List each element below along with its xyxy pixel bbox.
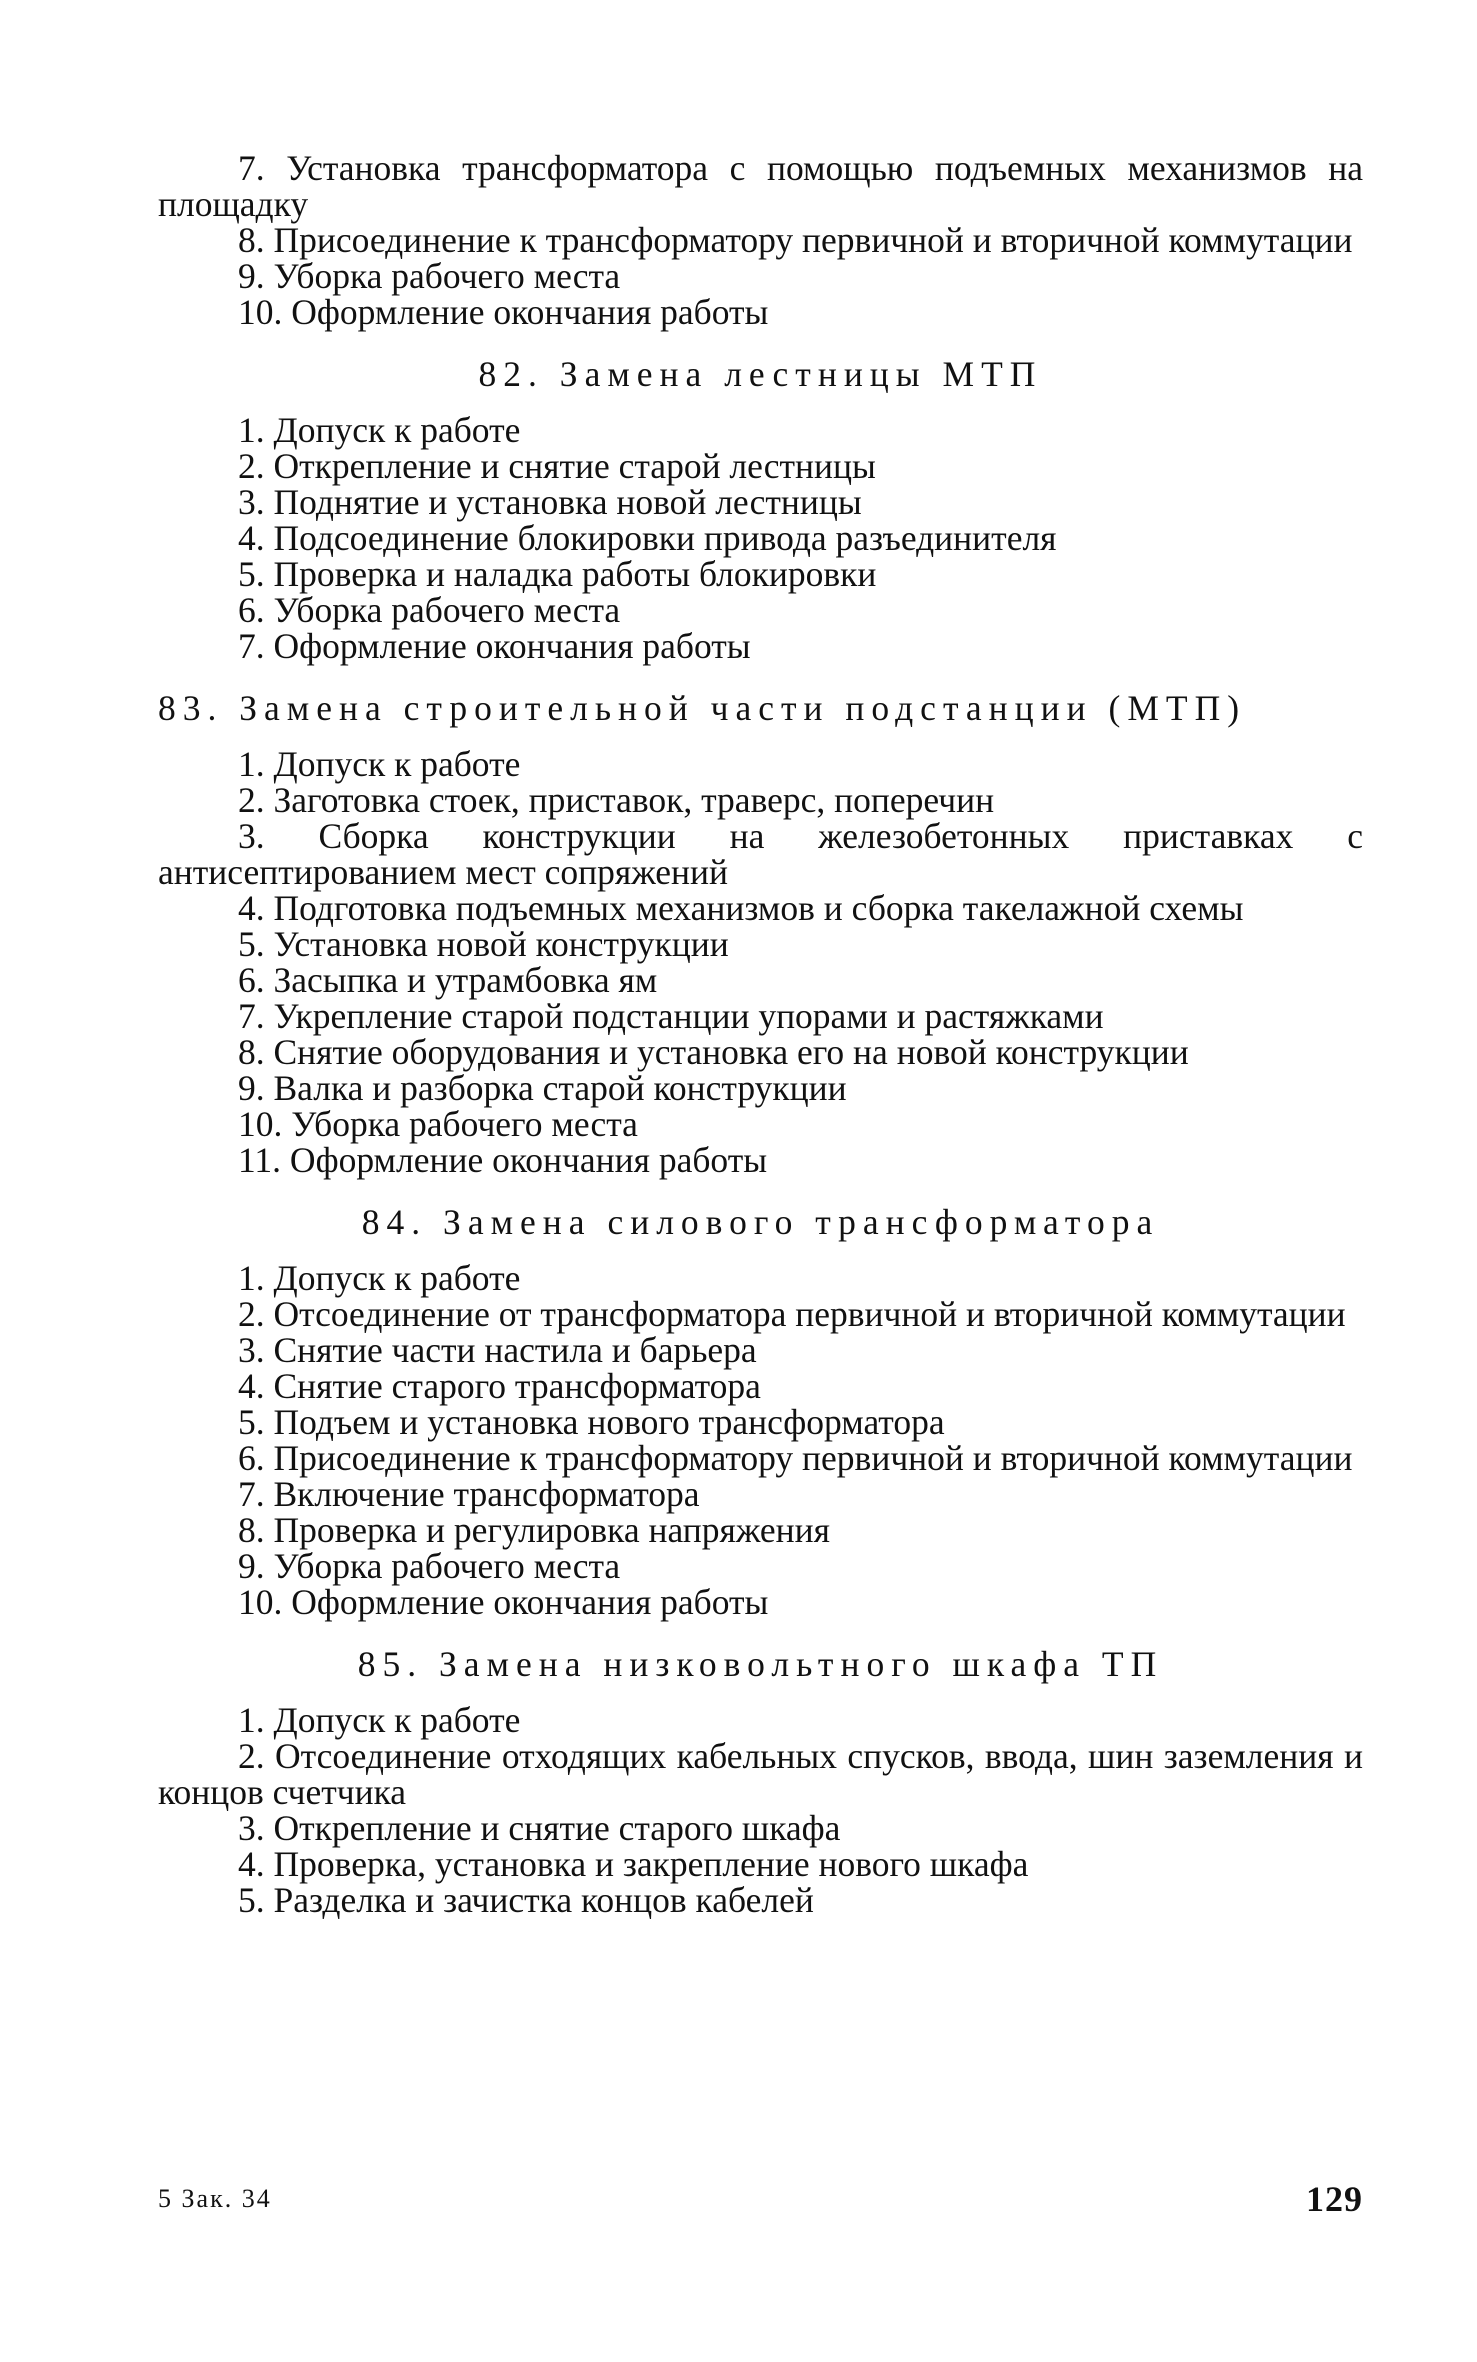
list-item: 1. Допуск к работе — [238, 744, 521, 784]
list-item: 2. Отсоединение отходящих кабельных спусков, ввода, шин заземления и концов счетчика — [158, 1736, 1363, 1812]
section-heading: 82. Замена лестницы МТП — [478, 354, 1043, 394]
list-item: 3. Поднятие и установка новой лестницы — [238, 482, 862, 522]
list-item: 4. Снятие старого трансформатора — [238, 1366, 761, 1406]
list-item: 11. Оформление окончания работы — [238, 1140, 768, 1180]
list-item: 10. Уборка рабочего места — [238, 1104, 638, 1144]
list-item: 6. Уборка рабочего места — [238, 590, 621, 630]
page-number: 129 — [1306, 2179, 1363, 2219]
page-footer — [158, 2178, 1363, 2218]
page-body — [158, 150, 1363, 1918]
list-item: 8. Снятие оборудования и установка его на новой конструкции — [238, 1032, 1189, 1072]
list-item: 3. Сборка конструкции на железобетонных приставках с антисептированием мест сопряжений — [158, 816, 1363, 892]
list-item: 7. Включение трансформатора — [238, 1474, 700, 1514]
list-item: 7. Установка трансформатора с помощью подъемных механизмов на площадку — [158, 148, 1363, 224]
list-item: 9. Валка и разборка старой конструкции — [238, 1068, 847, 1108]
list-item: 2. Отсоединение от трансформатора первичной и вторичной коммутации — [238, 1294, 1346, 1334]
list-item: 6. Присоединение к трансформатору первичной и вторичной коммутации — [238, 1438, 1353, 1478]
section-heading: 85. Замена низковольтного шкафа ТП — [357, 1644, 1164, 1684]
list-item: 7. Укрепление старой подстанции упорами и растяжками — [238, 996, 1104, 1036]
list-item: 9. Уборка рабочего места — [238, 256, 621, 296]
list-item: 9. Уборка рабочего места — [238, 1546, 621, 1586]
list-item: 1. Допуск к работе — [238, 410, 521, 450]
list-item: 5. Подъем и установка нового трансформатора — [238, 1402, 945, 1442]
list-item: 4. Проверка, установка и закрепление нового шкафа — [238, 1844, 1029, 1884]
list-item: 8. Проверка и регулировка напряжения — [238, 1510, 830, 1550]
list-item: 10. Оформление окончания работы — [238, 1582, 769, 1622]
list-item: 1. Допуск к работе — [238, 1258, 521, 1298]
list-item: 5. Проверка и наладка работы блокировки — [238, 554, 877, 594]
list-item: 4. Подготовка подъемных механизмов и сборка такелажной схемы — [238, 888, 1244, 928]
list-item: 6. Засыпка и утрамбовка ям — [238, 960, 658, 1000]
list-item: 2. Заготовка стоек, приставок, траверс, поперечин — [238, 780, 995, 820]
list-item: 3. Снятие части настила и барьера — [238, 1330, 757, 1370]
list-item: 1. Допуск к работе — [238, 1700, 521, 1740]
print-signature: 5 Зак. 34 — [158, 2184, 272, 2213]
list-item: 5. Разделка и зачистка концов кабелей — [238, 1880, 814, 1920]
list-item: 8. Присоединение к трансформатору первичной и вторичной коммутации — [238, 220, 1353, 260]
list-item: 10. Оформление окончания работы — [238, 292, 769, 332]
section-heading: 83. Замена строительной части подстанции (МТП) — [158, 688, 1247, 728]
list-item: 4. Подсоединение блокировки привода разъединителя — [238, 518, 1057, 558]
list-item: 5. Установка новой конструкции — [238, 924, 729, 964]
list-item: 2. Открепление и снятие старой лестницы — [238, 446, 876, 486]
list-item: 3. Открепление и снятие старого шкафа — [238, 1808, 841, 1848]
section-heading: 84. Замена силового трансформатора — [361, 1202, 1160, 1242]
list-item: 7. Оформление окончания работы — [238, 626, 751, 666]
